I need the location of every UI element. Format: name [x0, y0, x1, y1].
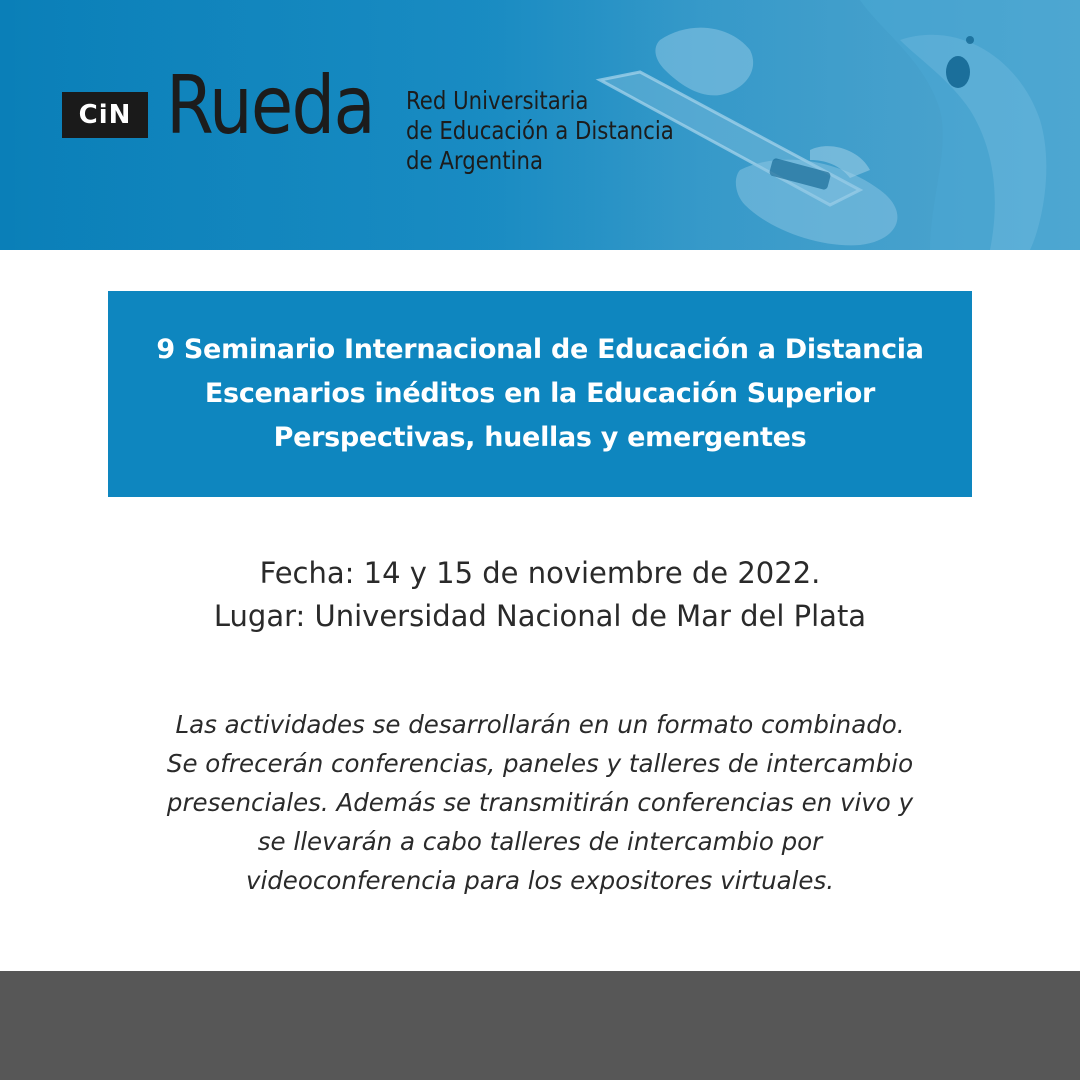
description-line: Las actividades se desarrollarán en un formato combinado. — [175, 710, 905, 739]
seminar-tagline: Perspectivas, huellas y emergentes — [273, 422, 807, 453]
seminar-title-box — [108, 291, 972, 497]
event-info — [60, 552, 1020, 638]
event-place: Lugar: Universidad Nacional de Mar del Plata — [213, 599, 867, 633]
tagline-line: Red Universitaria — [406, 86, 589, 115]
description-line: presenciales. Además se transmitirán conferencias en vivo y — [166, 788, 914, 817]
event-date: Fecha: 14 y 15 de noviembre de 2022. — [259, 556, 821, 590]
footer-bar — [0, 971, 1080, 1080]
description-line: se llevarán a cabo talleres de intercambio por — [257, 827, 823, 856]
brand-name: Rueda — [166, 59, 374, 152]
description-line: videoconferencia para los expositores virtuales. — [245, 866, 835, 895]
seminar-subtitle: Escenarios inéditos en la Educación Superior — [204, 378, 876, 409]
cin-logo-text: CiN — [78, 100, 132, 130]
tagline-line: de Argentina — [406, 146, 543, 175]
description-line: Se ofrecerán conferencias, paneles y talleres de intercambio — [166, 749, 914, 778]
tagline-line: de Educación a Distancia — [406, 116, 674, 145]
brand-tagline — [406, 86, 674, 176]
cin-logo — [62, 92, 148, 138]
header-banner — [0, 0, 1080, 250]
event-description — [60, 705, 1020, 900]
seminar-title: 9 Seminario Internacional de Educación a Distancia — [156, 334, 924, 365]
